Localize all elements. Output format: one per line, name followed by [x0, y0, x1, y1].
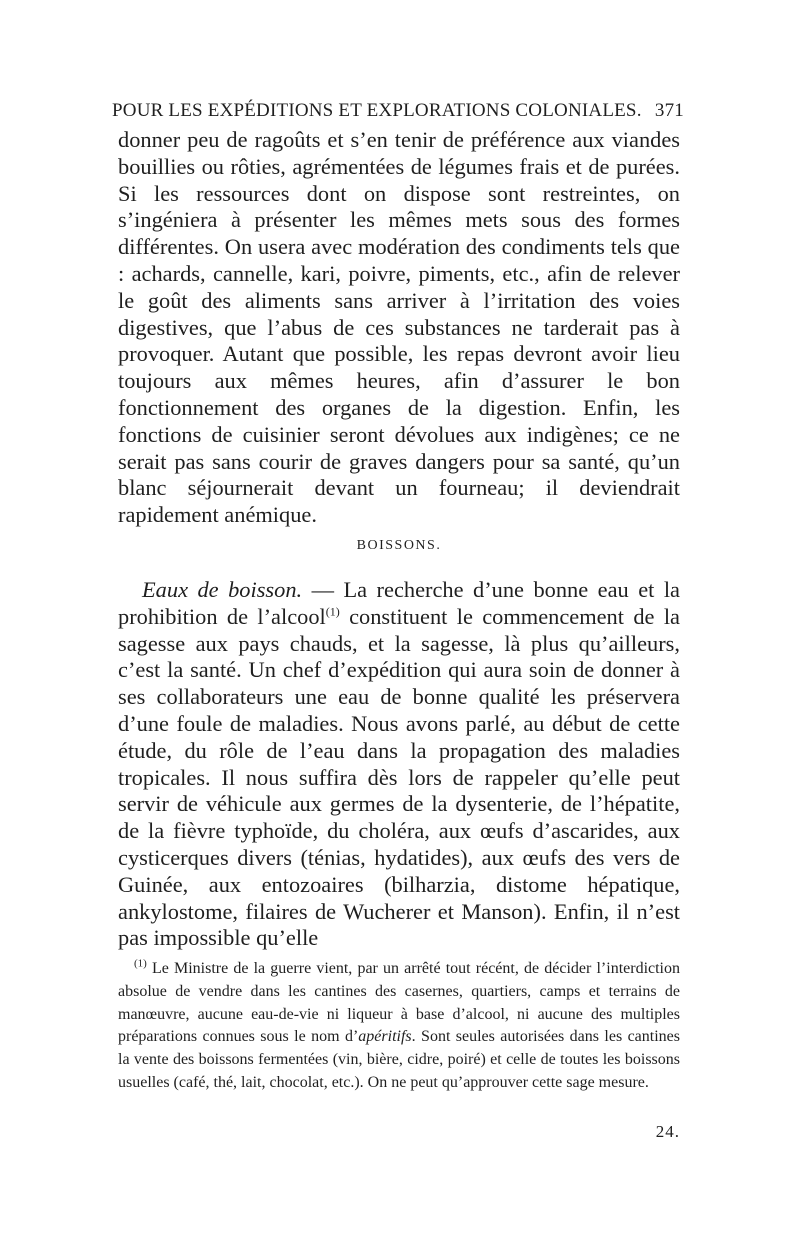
paragraph-water: [118, 577, 680, 952]
signature-mark: 24.: [655, 1122, 680, 1141]
page-number: 371: [654, 100, 684, 121]
footnote-marker: (1): [134, 957, 147, 970]
footnote-text-b: . Sont seules autorisées dans les cantines la vente des boissons fermentées (vin, bière, cidre, poiré) et celle de toutes les boissons usuelles (café, thé, lait, chocolat, etc.). On ne peut qu’approuver cette sage mesure.: [118, 1028, 680, 1091]
body-text-drinks: [118, 577, 680, 952]
footnote-reference: (1): [325, 604, 340, 619]
paragraph-text-a: — La recherche d’une bonne eau et la prohibition de l’alcool: [118, 577, 680, 629]
body-text-top: [118, 127, 680, 529]
paragraph-cooking: donner peu de ragoûts et s’en tenir de préférence aux viandes bouillies ou rôties, agrémentées de légumes frais et de purées. Si les ressources dont on dispose sont restreintes, on s’ingéniera à présenter les mêmes mets sous des formes différentes. On usera avec modération des condiments tels que : achards, cannelle, kari, poivre, piments, etc., afin de relever le goût des aliments sans arriver à l’irritation des voies digestives, que l’abus de ces substances ne tarderait pas à provoquer. Autant que possible, les repas devront avoir lieu toujours aux mêmes heures, afin d’assurer le bon fonctionnement des organes de la digestion. Enfin, les fonctions de cuisinier seront dévolues aux indigènes; ce ne serait pas sans courir de graves dangers pour sa santé, qu’un blanc séjournerait devant un fourneau; il deviendrait rapidement anémique.: [118, 127, 680, 528]
footnote-text-a: Le Ministre de la guerre vient, par un arrêté tout récént, de décider l’interdiction absolue de vendre dans les cantines des casernes, quartiers, camps et terrains de manœuvre, aucune eau-de-vie ni liqueur à base d’alcool, ni aucune des multiples préparations connues sous le nom d’: [118, 960, 680, 1046]
section-heading: BOISSONS.: [356, 538, 442, 553]
paragraph-lead-in: Eaux de boisson.: [142, 577, 303, 602]
running-head: [112, 100, 684, 124]
paragraph-text-b: constituent le commencement de la sagesse aux pays chauds, et la sagesse, là plus qu’ailleurs, c’est la santé. Un chef d’expédition qui aura soin de donner à ses collaborateurs une eau de bonne qualité les préservera d’une foule de maladies. Nous avons parlé, au début de cette étude, du rôle de l’eau dans la propagation des maladies tropicales. Il nous suffira dès lors de rappeler qu’elle peut servir de véhicule aux germes de la dysenterie, de l’hépatite, de la fièvre typhoïde, du choléra, aux œufs d’ascarides, aux cysticerques divers (ténias, hydatides), aux œufs des vers de Guinée, aux entozoaires (bilharzia, distome hépatique, ankylostome, filaires de Wucherer et Manson). Enfin, il n’est pas impossible qu’elle: [118, 603, 680, 951]
footnote: [118, 958, 680, 1095]
running-head-title: POUR LES EXPÉDITIONS ET EXPLORATIONS COLONIALES.: [112, 100, 642, 121]
footnote-emphasis: apéritifs: [358, 1028, 412, 1046]
footnote-paragraph: [118, 958, 680, 1095]
